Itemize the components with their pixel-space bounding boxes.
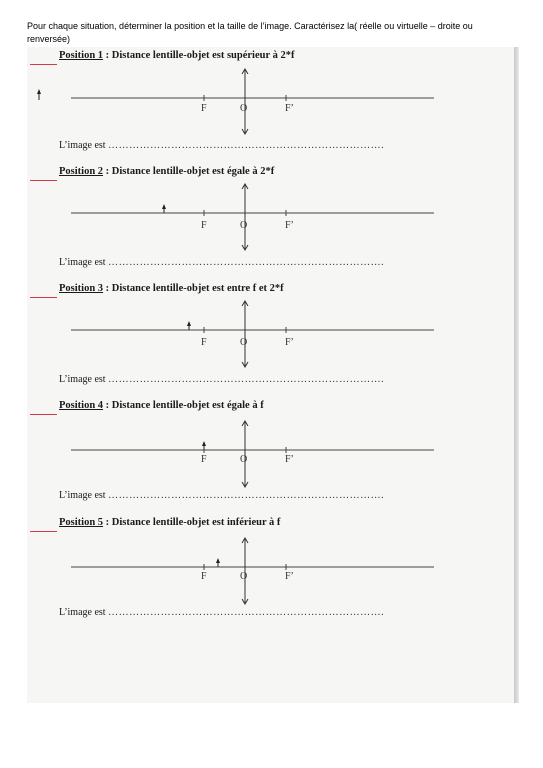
position-4-label: Position 4 xyxy=(59,400,104,411)
object-arrow-head xyxy=(216,558,220,563)
position-5-description: : Distance lentille-objet est inférieur à f xyxy=(103,517,281,528)
answer-blank: ……………………………………………………………………. xyxy=(108,257,385,268)
answer-prompt: L’image est xyxy=(59,607,106,618)
answer-blank: ……………………………………………………………………. xyxy=(108,490,385,501)
label-f: F xyxy=(201,454,207,465)
label-f: F xyxy=(201,571,207,582)
label-o: O xyxy=(240,103,248,114)
answer-blank: ……………………………………………………………………. xyxy=(108,607,385,618)
answer-line-5 xyxy=(59,607,384,618)
answer-prompt: L’image est xyxy=(59,140,106,151)
label-o: O xyxy=(240,337,248,348)
label-f-prime: F’ xyxy=(285,571,294,582)
answer-prompt: L’image est xyxy=(59,490,106,501)
label-f: F xyxy=(201,337,207,348)
label-f-prime: F’ xyxy=(285,220,294,231)
label-f-prime: F’ xyxy=(285,454,294,465)
position-5-label: Position 5 xyxy=(59,517,104,528)
label-o: O xyxy=(240,454,248,465)
label-f-prime: F’ xyxy=(285,337,294,348)
position-1-label: Position 1 xyxy=(59,50,104,61)
answer-blank: ……………………………………………………………………. xyxy=(108,140,385,151)
position-3-label: Position 3 xyxy=(59,283,104,294)
answer-blank: ……………………………………………………………………. xyxy=(108,374,385,385)
instructions-text: Pour chaque situation, déterminer la position et la taille de l’image. Caractérisez la( réelle ou virtuelle – droite ou renversée) xyxy=(27,21,473,44)
label-o: O xyxy=(240,220,248,231)
answer-prompt: L’image est xyxy=(59,374,106,385)
label-f: F xyxy=(201,220,207,231)
position-2-label: Position 2 xyxy=(59,166,104,177)
label-f: F xyxy=(201,103,207,114)
position-3-description: : Distance lentille-objet est entre f et 2*f xyxy=(103,283,284,294)
position-1-description: : Distance lentille-objet est supérieur à 2*f xyxy=(103,50,295,61)
position-4-description: : Distance lentille-objet est égale à f xyxy=(103,400,264,411)
answer-prompt: L’image est xyxy=(59,257,106,268)
position-2-description: : Distance lentille-objet est égale à 2*f xyxy=(103,166,275,177)
label-f-prime: F’ xyxy=(285,103,294,114)
label-o: O xyxy=(240,571,248,582)
